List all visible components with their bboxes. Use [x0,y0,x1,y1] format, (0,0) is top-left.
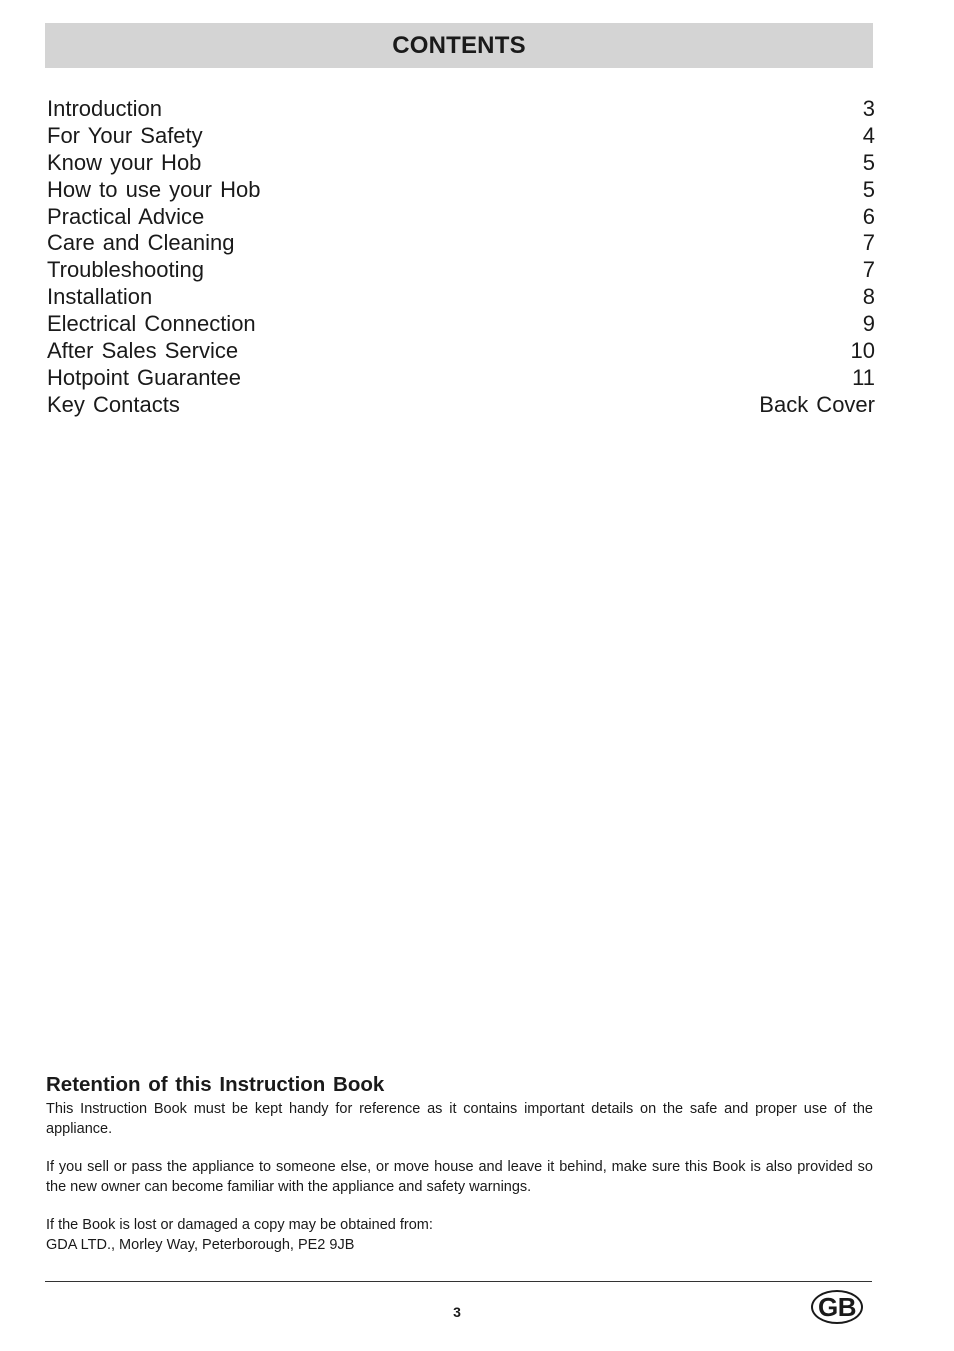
toc-page: 5 [862,149,875,175]
toc-row[interactable] [47,177,875,204]
country-badge: GB [811,1290,863,1324]
toc-label: Installation [47,284,153,310]
toc-label: Hotpoint Guarantee [47,364,242,390]
toc-page: 9 [862,311,875,337]
toc-label: For Your Safety [47,122,203,148]
toc-page: 3 [862,96,875,121]
toc-page: 4 [862,122,875,148]
toc-label: Troubleshooting [47,257,204,283]
toc-row[interactable] [47,150,875,177]
toc-label: Practical Advice [47,203,205,229]
toc-label: Know your Hob [47,149,202,175]
retention-heading: Retention of this Instruction Book [46,1073,385,1096]
page-number: 3 [453,1304,461,1320]
toc-row[interactable] [47,338,875,365]
toc-label: After Sales Service [47,338,239,364]
retention-section [46,1073,873,1255]
toc-row[interactable] [47,365,875,392]
table-of-contents [47,96,875,419]
toc-label: How to use your Hob [47,176,261,202]
toc-row[interactable] [47,230,875,257]
toc-page: 7 [862,257,875,283]
toc-row[interactable] [47,96,875,123]
toc-page: 6 [862,203,875,229]
page-title: CONTENTS [392,31,526,59]
retention-paragraph [46,1216,873,1255]
toc-label: Introduction [47,96,162,121]
toc-page: 8 [862,284,875,310]
toc-page: 11 [852,364,875,390]
toc-row[interactable] [47,123,875,150]
toc-page: 5 [862,176,875,202]
retention-paragraph: If you sell or pass the appliance to someone else, or move house and leave it behind, make sure this Book is also provided so the new owner can become familiar with the appliance and safety warnings. [46,1159,873,1195]
toc-row[interactable] [47,392,875,419]
toc-page: Back Cover [759,391,875,417]
retention-paragraph: This Instruction Book must be kept handy for reference as it contains important details on the safe and proper use of the appliance. [46,1101,873,1137]
toc-label: Key Contacts [47,391,180,417]
toc-label: Electrical Connection [47,311,256,337]
retention-text-line: If the Book is lost or damaged a copy may be obtained from: [46,1217,433,1233]
toc-row[interactable] [47,311,875,338]
toc-row[interactable] [47,257,875,284]
toc-page: 10 [850,338,875,364]
toc-page: 7 [862,230,875,256]
toc-label: Care and Cleaning [47,230,235,256]
footer-divider [45,1281,872,1282]
retention-address: GDA LTD., Morley Way, Peterborough, PE2 9JB [46,1236,355,1253]
toc-row[interactable] [47,204,875,231]
contents-header [45,23,873,68]
toc-row[interactable] [47,284,875,311]
